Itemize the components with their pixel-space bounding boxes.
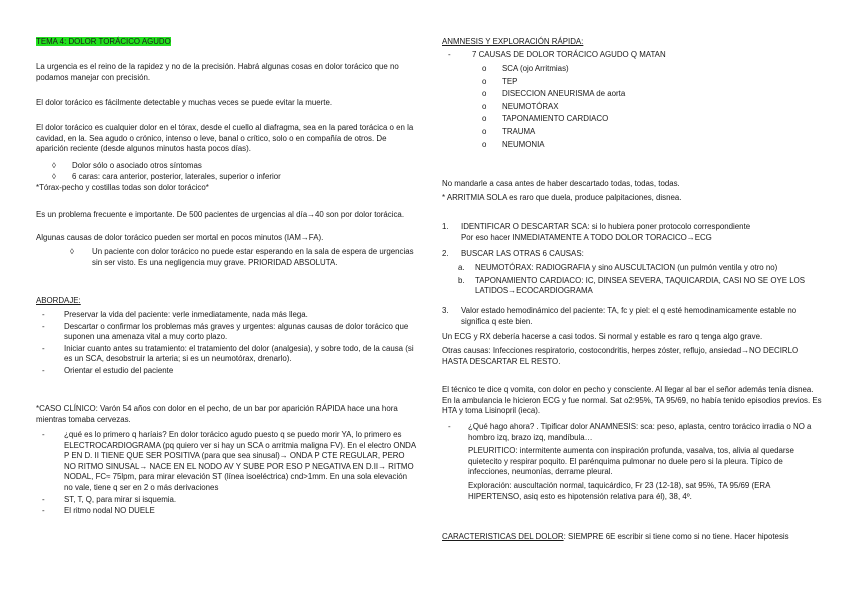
list-item: o TEP bbox=[482, 76, 518, 86]
circle-bullet-icon: o bbox=[482, 76, 487, 86]
circle-bullet-icon: o bbox=[482, 101, 487, 111]
circle-bullet-icon: o bbox=[482, 114, 487, 124]
topic-title: TEMA 4: DOLOR TORÁCICO AGUDO bbox=[36, 37, 171, 46]
list-item: - ¿qué es lo primero q haríais? En dolor torácico agudo puesto q se puedo morir YA, lo primero es ELECTROCARDIOGRAMA (pq quiero ver si hay un SCA o arritmia maligna FV). En el electro ONDA P EN D. II TIENE QUE SER POSITIVA (para que sea sinusal)→ ONDA P CTE REGULAR, PERO NO RITMO SINUSAL→ NACE EN EL NODO AV Y SUBE POR ESO P NEGATIVA EN D.II→ RITMO NODAL, FC≈ 75lpm, para mirar elevación ST (línea isoeléctrica) cnd>1mm. En una sola elevación no vale, tiene q ser en 2 o más derivaciones bbox=[42, 430, 416, 492]
list-item: - Descartar o confirmar los problemas más graves y urgentes: algunas causas de dolor torácico que suponen una amenaza vital a muy corto plazo. bbox=[42, 321, 409, 342]
detectable-paragraph: El dolor torácico es fácilmente detectable y muchas veces se puede evitar la muerte. bbox=[36, 98, 333, 107]
circle-bullet-icon: o bbox=[482, 126, 487, 136]
circle-bullet-icon: o bbox=[482, 64, 487, 73]
intro-paragraph: La urgencia es el reino de la rapidez y no de la precisión. Habrá algunas cosas en dolor torácico que no podamos manejar con precisión. bbox=[36, 62, 399, 82]
list-item: - Iniciar cuanto antes su tratamiento: el tratamiento del dolor (analgesia), y sobre todo, de la causa (si es un SCA, desobstruir la arteria; si es un neumotórax, drenarlo). bbox=[42, 343, 414, 364]
tipificar-dolor-text: ¿Qué hago ahora? . Tipificar dolor ANAMNESIS: sca: peso, aplasta, centro torácico irradia o NO a hombro izq, brazo izq, mandíbula… bbox=[468, 422, 812, 442]
mortal-paragraph: Algunas causas de dolor torácico pueden ser mortal en pocos minutos (IAM→FA). bbox=[36, 233, 324, 242]
step-2: 2. BUSCAR LAS OTRAS 6 CAUSAS: bbox=[442, 249, 584, 258]
abordaje-list bbox=[42, 310, 416, 377]
caracteristicas-paragraph: CARACTERISTICAS DEL DOLOR: SIEMPRE 6E escribir si tiene como si no tiene. Hacer hipotesis bbox=[442, 532, 789, 541]
list-item: o SCA (ojo Arritmias) bbox=[482, 64, 569, 73]
list-item: - El ritmo nodal NO DUELE bbox=[42, 506, 155, 516]
list-item: - Orientar el estudio del paciente bbox=[42, 365, 174, 375]
list-item: b. TAPONAMIENTO CARDIACO: IC, DINSEA SEVERA, TAQUICARDIA, CASI NO SE OYE LOS LATIDOS→ECOCARDIOGRAMA bbox=[458, 275, 806, 296]
causas-list bbox=[482, 64, 822, 152]
diamond-bullet-icon: ◊ bbox=[52, 161, 56, 170]
ahora-item: - ¿Qué hago ahora? . Tipificar dolor ANAMNESIS: sca: peso, aplasta, centro torácico irradia o NO a hombro izq, brazo izq, mandíbula… PLEURITICO: intermitente aumenta con inspiración profunda, vasalva, tos, alivia al quedarse quietecito y respirar poquito. El parénquima pulmonar no duele pero si la pleura. Típico de infecciones, neumonías, derrame pleural. Exploración: auscultación normal, taquicárdico, Fr 23 (12-18), sat 95%, TA 95/69 (ERA HIPERTENSO, asiq esto es hipotensión relativa para él), 38, 4º. bbox=[448, 422, 822, 502]
caracteristicas-heading: CARACTERISTICAS DEL DOLOR bbox=[442, 532, 564, 541]
step-1: 1. IDENTIFICAR O DESCARTAR SCA: si lo hubiera poner protocolo correspondiente Por eso hacer INMEDIATAMENTE A TODO DOLOR TORACICO→ECG bbox=[442, 222, 751, 242]
anamnesis-heading: ANMNESIS Y EXPLORACIÓN RÁPIDA: bbox=[442, 37, 584, 46]
list-item: - ST, T, Q, para mirar si isquemia. bbox=[42, 494, 177, 504]
arritmia-note: * ARRITMIA SOLA es raro que duela, produce palpitaciones, disnea. bbox=[442, 193, 682, 202]
circle-bullet-icon: o bbox=[482, 89, 487, 99]
otras-causas-paragraph: Otras causas: Infecciones respiratorio, costocondritis, herpes zóster, reflujo, ansiedad→NO DECIRLO HASTA DESCARTAR EL RESTO. bbox=[442, 346, 799, 366]
torax-note: *Tórax-pecho y costillas todas son dolor torácico* bbox=[36, 183, 209, 192]
frecuente-paragraph: Es un problema frecuente e importante. De 500 pacientes de urgencias al día→40 son por dolor torácica. bbox=[36, 210, 405, 219]
diamond-bullet-icon: ◊ bbox=[70, 247, 74, 256]
list-item: o TAPONAMIENTO CARDIACO bbox=[482, 114, 609, 124]
list-item: o TRAUMA bbox=[482, 126, 536, 136]
list-item: o NEUMOTÓRAX bbox=[482, 101, 559, 111]
list-item: o NEUMONIA bbox=[482, 139, 545, 149]
tecnico-paragraph: El técnico te dice q vomita, con dolor en pecho y consciente. Al llegar al bar el señor además tenía disnea. En la ambulancia le hicieron ECG y fue normal. Sat o2:95%, TA 95/69, no había tenido episodios previos. Es HTA y toma Lisinopril (ieca). bbox=[442, 385, 822, 416]
definition-bullets bbox=[52, 161, 416, 182]
exploracion-text: Exploración: auscultación normal, taquicárdico, Fr 23 (12-18), sat 95%, TA 95/69 (ERA HIPERTENSO, asiq esto es hipotensión relativa para él), 38, 4º. bbox=[468, 480, 770, 501]
list-item: o DISECCION ANEURISMA de aorta bbox=[482, 89, 626, 99]
list-item: - Preservar la vida del paciente: verle inmediatamente, nada más llega. bbox=[42, 310, 308, 319]
caso-clinico-paragraph: *CASO CLÍNICO: Varón 54 años con dolor en el pecho, de un bar por aparición RÁPIDA hace una hora mientras tomaba cervezas. bbox=[36, 404, 398, 424]
caso-list bbox=[42, 430, 416, 517]
abordaje-heading: ABORDAJE: bbox=[36, 296, 81, 305]
list-item: ◊ Dolor sólo o asociado otros síntomas bbox=[52, 161, 202, 170]
list-item: ◊ 6 caras: cara anterior, posterior, laterales, superior o inferior bbox=[52, 171, 281, 181]
diamond-bullet-icon: ◊ bbox=[52, 171, 56, 181]
causas-title-item: - 7 CAUSAS DE DOLOR TORÁCICO AGUDO Q MATAN bbox=[448, 50, 666, 59]
pleuritico-text: PLEURITICO: intermitente aumenta con inspiración profunda, vasalva, tos, alivia al quedarse quietecito y respirar poquito. El parénquima pulmonar no duele pero si la pleura. Típico de infecciones, neumonías, derrame pleural. bbox=[468, 446, 794, 477]
mortal-bullet: ◊ Un paciente con dolor torácico no puede estar esperando en la sala de espera de urgencias sin ser visto. Es una negligencia muy grave. PRIORIDAD ABSOLUTA. bbox=[70, 247, 414, 267]
step-2-list bbox=[458, 263, 822, 297]
definition-paragraph: El dolor torácico es cualquier dolor en el tórax, desde el cuello al diafragma, sea en la pared torácica o en la cavidad, en la. Sea agudo o crónico, intenso o leve, banal o crítico, solo o en compañía de otros. De aparición reciente (desde algunos minutos hasta pocos días). bbox=[36, 123, 414, 154]
step-3: 3. Valor estado hemodinámico del paciente: TA, fc y piel: el q esté hemodinamicamente estable no significa q este bien. bbox=[442, 306, 797, 326]
ecg-rx-paragraph: Un ECG y RX debería hacerse a casi todos. Si normal y estable es raro q tenga algo grave. bbox=[442, 332, 763, 341]
circle-bullet-icon: o bbox=[482, 139, 487, 149]
list-item: a. NEUMOTÓRAX: RADIOGRAFIA y sino AUSCULTACION (un pulmón ventila y otro no) bbox=[458, 263, 778, 272]
no-mandar-paragraph: No mandarle a casa antes de haber descartado todas, todas, todas. bbox=[442, 179, 680, 188]
